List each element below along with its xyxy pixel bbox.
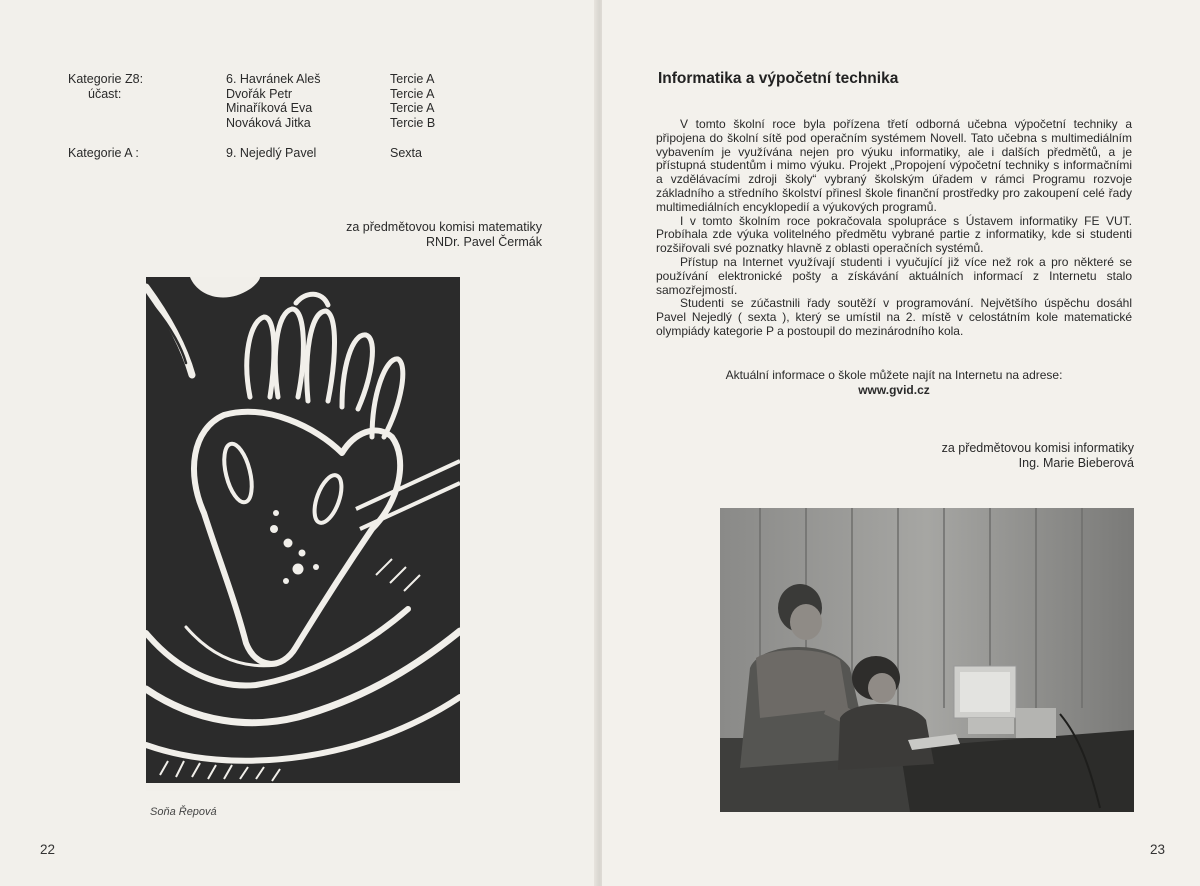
left-page [0,0,598,886]
result-class: Tercie A [390,72,435,86]
result-class: Tercie A [390,86,435,101]
result-name: Minaříková Eva [226,101,313,115]
result-name: Dvořák Petr [226,86,292,101]
linocut-artwork [146,277,460,791]
page-number: 22 [40,842,56,857]
article-body [656,118,1132,339]
signature-line: za předmětovou komisi matematiky [346,220,542,234]
informatics-committee-signature [942,441,1134,471]
subcategory-label: účast: [88,86,122,101]
section-heading: Informatika a výpočetní technika [658,70,899,87]
signature-line: za předmětovou komisi informatiky [941,441,1134,455]
category-label: Kategorie A : [68,146,139,160]
category-label: Kategorie Z8: [68,72,144,86]
paragraph: Přístup na Internet využívají studenti i vyučující již více než rok a pro některé se používání elektronické pošty a získávání aktuálních informací z Internetu stalo samozřejmostí. [656,254,1132,297]
page-number: 23 [1150,842,1166,857]
website-url: www.gvid.cz [858,383,930,397]
math-committee-signature [346,220,542,250]
result-name: 6. Havránek Aleš [226,72,321,86]
result-class: Sexta [390,146,422,160]
web-info-text: Aktuální informace o škole můžete najít na Internetu na adrese: [725,368,1063,382]
signature-name: Ing. Marie Bieberová [1018,456,1134,470]
paragraph: Studenti se zúčastnili řady soutěží v programování. Největšího úspěchu dosáhl Pavel Nejedlý ( sexta ), který se umístil na 2. místě v celostátním kole matematické olympiády kategorie P a postoupil do mezinárodního kola. [656,296,1132,338]
paragraph: I v tomto školním roce pokračovala spolupráce s Ústavem informatiky FE VUT. Probíhala zde výuka volitelného předmětu vybrané partie z informatiky, kde si studenti rozšiřovali své poznatky hlavně z oblasti operačních systémů. [656,213,1132,256]
result-name: 9. Nejedlý Pavel [226,146,317,160]
result-class: Tercie B [390,115,436,130]
computer-lab-photo [720,508,1134,812]
signature-name: RNDr. Pavel Čermák [426,235,542,249]
artwork-caption: Soňa Řepová [150,806,217,818]
result-class: Tercie A [390,101,435,115]
paragraph: V tomto školní roce byla pořízena třetí odborná učebna výpočetní techniky a připojena do školní sítě pod operačním systémem Novell. Tato učebna s multimediálním vybavením je využívána nejen pro výuku informatiky, ale i dalších předmětů, a je přístupná studentům i mimo výuku. Projekt „Propojení výpočetní techniky s informačními a vzdělávacími zdroji školy“ vybraný školským úřadem v rámci Programu rozvoje základního a středního školství přinesl škole finanční prostředky pro zakoupení celé řady multimediálních encyklopedií a výukových programů. [656,117,1132,214]
right-page [602,0,1200,886]
result-name: Nováková Jitka [226,115,311,130]
